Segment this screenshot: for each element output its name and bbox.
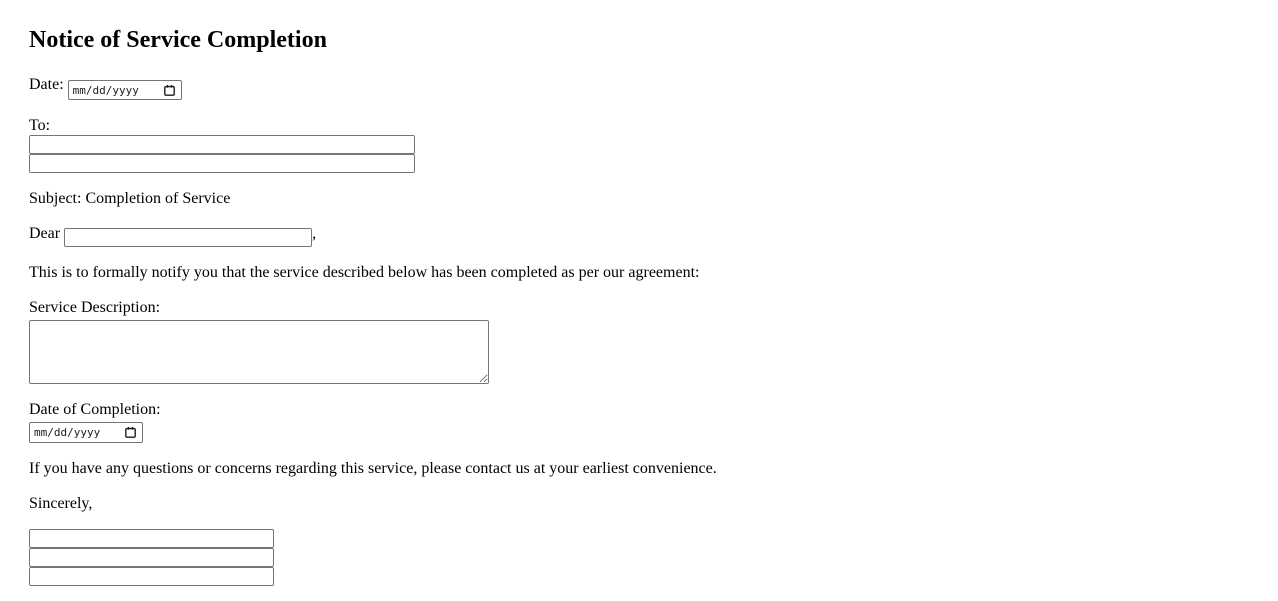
salutation-row	[29, 224, 1249, 247]
notify-paragraph: This is to formally notify you that the service described below has been completed as per our agreement:	[29, 264, 700, 282]
to-line2-input[interactable]	[29, 154, 415, 173]
service-description-label: Service Description:	[29, 299, 161, 317]
signature-section	[29, 529, 1249, 586]
page-title: Notice of Service Completion	[29, 27, 327, 53]
completion-date-label: Date of Completion:	[29, 401, 161, 419]
service-description-textarea[interactable]	[29, 320, 489, 384]
completion-date-placeholder[interactable]: mm/dd/yyyy	[34, 426, 101, 440]
date-row	[29, 75, 1249, 101]
calendar-icon[interactable]	[163, 84, 176, 97]
to-line1-input[interactable]	[29, 135, 415, 154]
completion-date-input[interactable]	[29, 422, 143, 443]
signature-line2-input[interactable]	[29, 548, 274, 567]
to-section	[29, 116, 1249, 173]
date-label: Date:	[29, 75, 64, 93]
calendar-icon[interactable]	[124, 426, 137, 439]
subject-line: Subject: Completion of Service	[29, 190, 231, 208]
salutation-comma: ,	[312, 225, 317, 243]
to-label: To:	[29, 117, 51, 135]
service-description-section	[29, 298, 1249, 384]
dear-label: Dear	[29, 225, 61, 243]
closing-label: Sincerely,	[29, 495, 93, 513]
signature-line1-input[interactable]	[29, 529, 274, 548]
completion-date-section	[29, 400, 1249, 443]
recipient-name-input[interactable]	[64, 228, 312, 247]
signature-line3-input[interactable]	[29, 567, 274, 586]
questions-paragraph: If you have any questions or concerns regarding this service, please contact us at your earliest convenience.	[29, 460, 717, 478]
date-input[interactable]	[68, 80, 182, 100]
date-input-placeholder[interactable]: mm/dd/yyyy	[72, 83, 139, 97]
